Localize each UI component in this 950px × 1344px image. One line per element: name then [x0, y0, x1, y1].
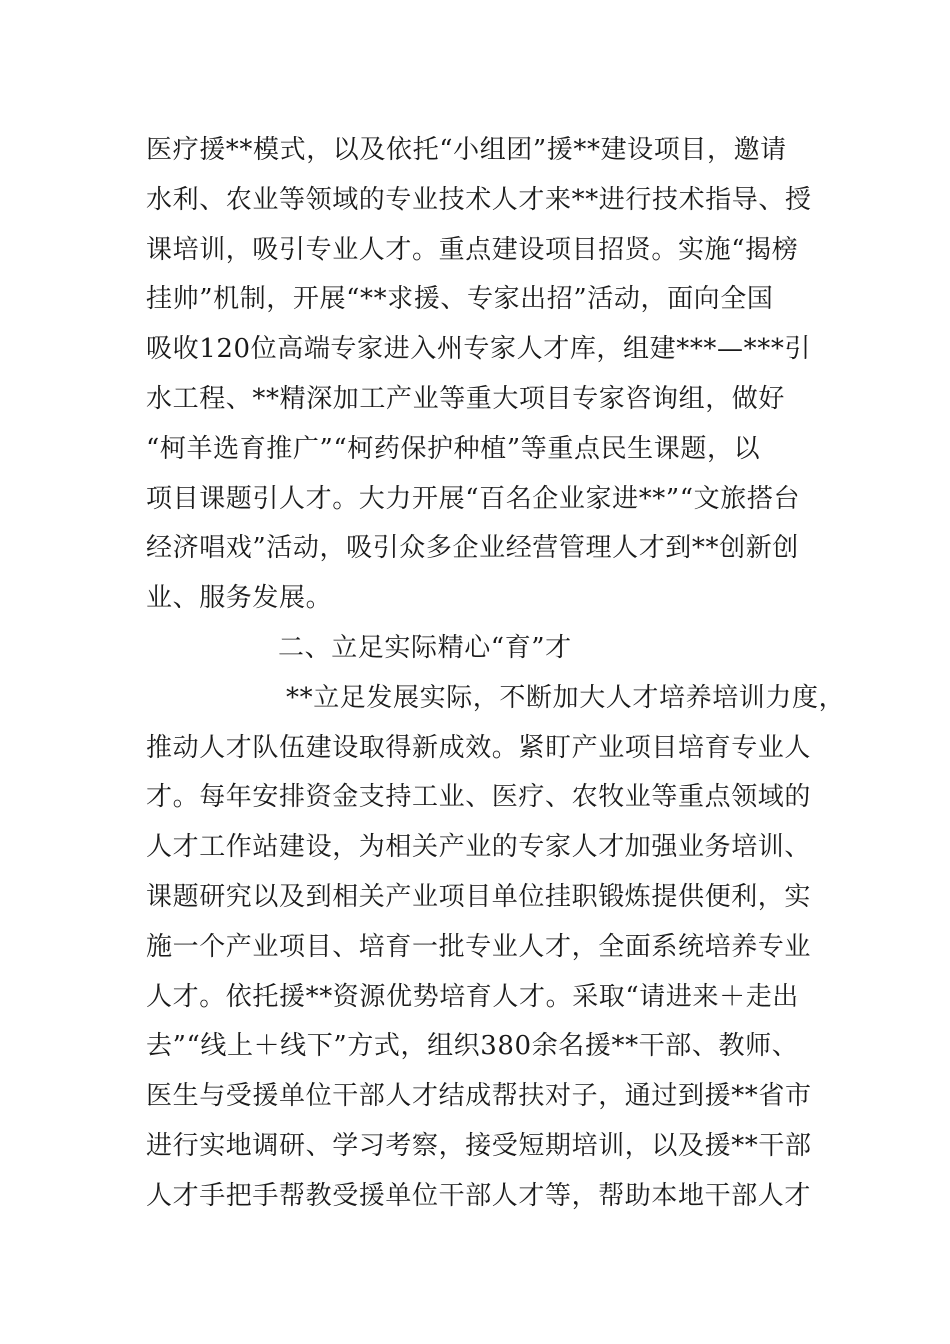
text-line: 人才工作站建设，为相关产业的专家人才加强业务培训、: [146, 832, 812, 863]
text-line: 课题研究以及到相关产业项目单位挂职锻炼提供便利，实: [146, 881, 812, 912]
text-line: 业、服务发展。: [146, 583, 333, 614]
text-line: 挂帅”机制，开展“**求援、专家出招”活动，面向全国: [146, 284, 774, 315]
text-line: 人才。依托援**资源优势培育人才。采取“请进来＋走出: [146, 981, 799, 1012]
text-line: 课培训，吸引专业人才。重点建设项目招贤。实施“揭榜: [146, 234, 799, 265]
paragraph-first-line: **立足发展实际，不断加大人才培养培训力度，: [286, 682, 846, 713]
text-line: 施一个产业项目、培育一批专业人才，全面系统培养专业: [146, 931, 812, 962]
text-line: “柯羊选育推广”“柯药保护种植”等重点民生课题，以: [146, 433, 761, 464]
text-line: 经济唱戏”活动，吸引众多企业经营管理人才到**创新创: [146, 533, 799, 564]
text-line: 水工程、**精深加工产业等重大项目专家咨询组，做好: [146, 383, 786, 414]
body-text: [146, 126, 846, 1222]
text-line: 吸收120位高端专家进入州专家人才库，组建***—***引: [146, 334, 812, 365]
text-line: 医生与受援单位干部人才结成帮扶对子，通过到援**省市: [146, 1081, 812, 1112]
text-line: 水利、农业等领域的专业技术人才来**进行技术指导、授: [146, 184, 812, 215]
text-line: 医疗援**模式，以及依托“小组团”援**建设项目，邀请: [146, 135, 787, 165]
text-line: 进行实地调研、学习考察，接受短期培训，以及援**干部: [146, 1130, 812, 1161]
text-line: 推动人才队伍建设取得新成效。紧盯产业项目培育专业人: [146, 732, 812, 763]
section-heading: 二、立足实际精心“育”才: [278, 632, 572, 663]
text-line: 去”“线上＋线下”方式，组织380余名援**干部、教师、: [146, 1031, 799, 1062]
text-line: 才。每年安排资金支持工业、医疗、农牧业等重点领域的: [146, 782, 812, 813]
text-line: 项目课题引人才。大力开展“百名企业家进**”“文旅搭台: [146, 483, 801, 514]
text-line: 人才手把手帮教受援单位干部人才等，帮助本地干部人才: [146, 1180, 812, 1211]
